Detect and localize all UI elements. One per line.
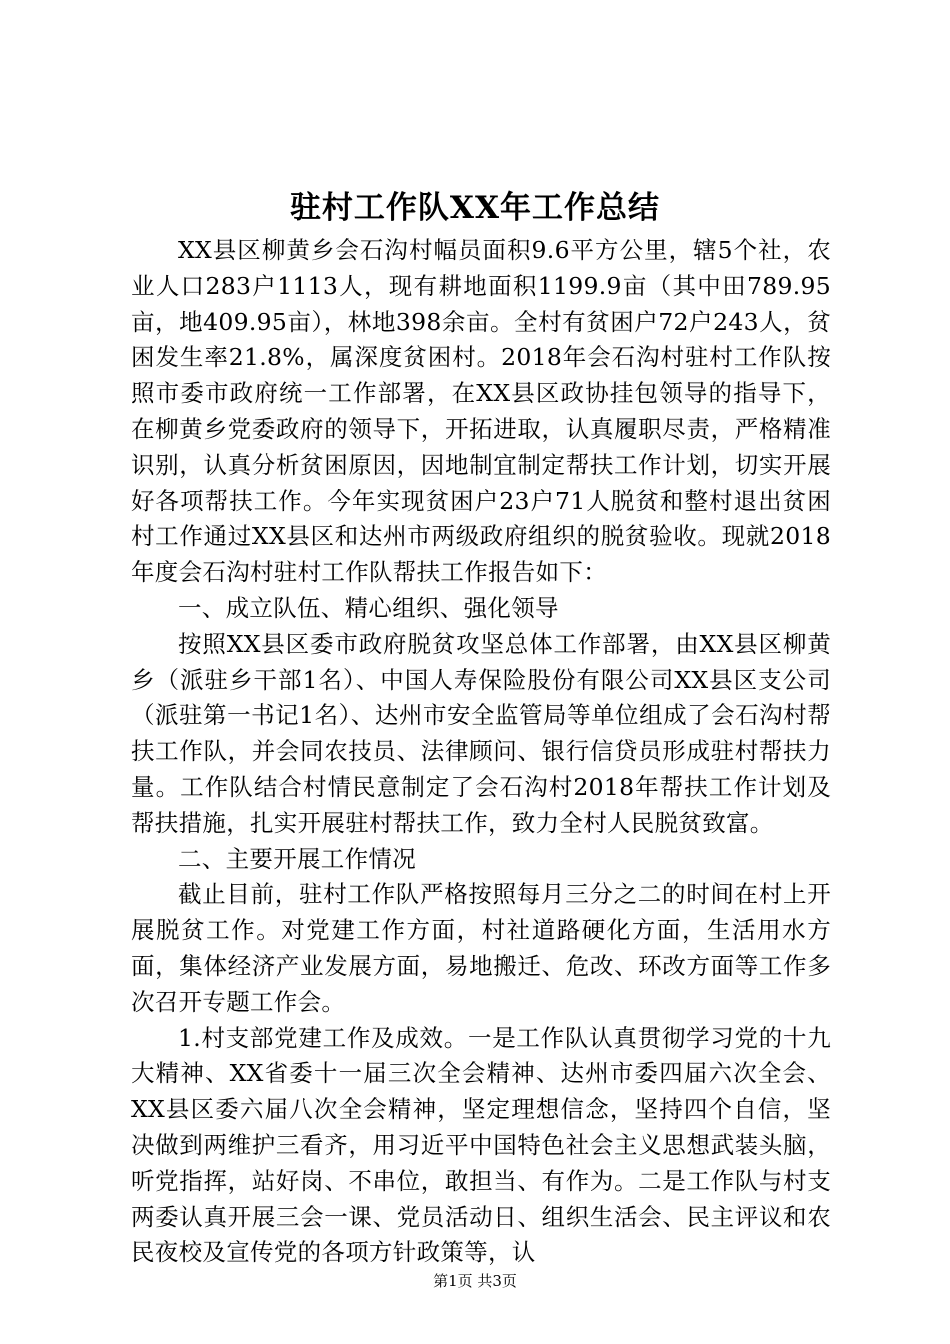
paragraph-section-1: 按照XX县区委市政府脱贫攻坚总体工作部署，由XX县区柳黄乡（派驻乡干部1名）、中国人寿保险股份有限公司XX县区支公司（派驻第一书记1名）、达州市安全监管局等单位组成了会石沟村帮扶工作队，并会同农技员、法律顾问、银行信贷员形成驻村帮扶力量。工作队结合村情民意制定了会石沟村2018年帮扶工作计划及帮扶措施，扎实开展驻村帮扶工作，致力全村人民脱贫致富。 [131,629,831,837]
document-title: 驻村工作队XX年工作总结 [289,190,661,226]
section-heading-1: 一、成立队伍、精心组织、强化领导 [178,593,559,622]
paragraph-item-1: 1.村支部党建工作及成效。一是工作队认真贯彻学习党的十九大精神、XX省委十一届三次全会精神、达州市委四届六次全会、XX县区委六届八次全会精神，坚定理想信念，坚持四个自信，坚决做到两维护三看齐，用习近平中国特色社会主义思想武装头脑，听党指挥，站好岗、不串位，敢担当、有作为。二是工作队与村支两委认真开展三会一课、党员活动日、组织生活会、民主评议和农民夜校及宣传党的各项方针政策等，认 [131,1023,831,1267]
paragraph-intro: XX县区柳黄乡会石沟村幅员面积9.6平方公里，辖5个社，农业人口283户1113人，现有耕地面积1199.9亩（其中田789.95亩，地409.95亩），林地398余亩。全村有贫困户72户243人，贫困发生率21.8%，属深度贫困村。2018年会石沟村驻村工作队按照市委市政府统一工作部署，在XX县区政协挂包领导的指导下，在柳黄乡党委政府的领导下，开拓进取，认真履职尽责，严格精准识别，认真分析贫困原因，因地制宜制定帮扶工作计划，切实开展好各项帮扶工作。今年实现贫困户23户71人脱贫和整村退出贫困村工作通过XX县区和达州市两级政府组织的脱贫验收。现就2018年度会石沟村驻村工作队帮扶工作报告如下： [131,236,831,587]
page-footer: 第1页 共3页 [433,1272,517,1290]
section-heading-2: 二、主要开展工作情况 [178,844,416,873]
document-body [131,233,831,1271]
paragraph-section-2: 截止目前，驻村工作队严格按照每月三分之二的时间在村上开展脱贫工作。对党建工作方面，村社道路硬化方面，生活用水方面，集体经济产业发展方面，易地搬迁、危改、环改方面等工作多次召开专题工作会。 [131,880,831,1016]
